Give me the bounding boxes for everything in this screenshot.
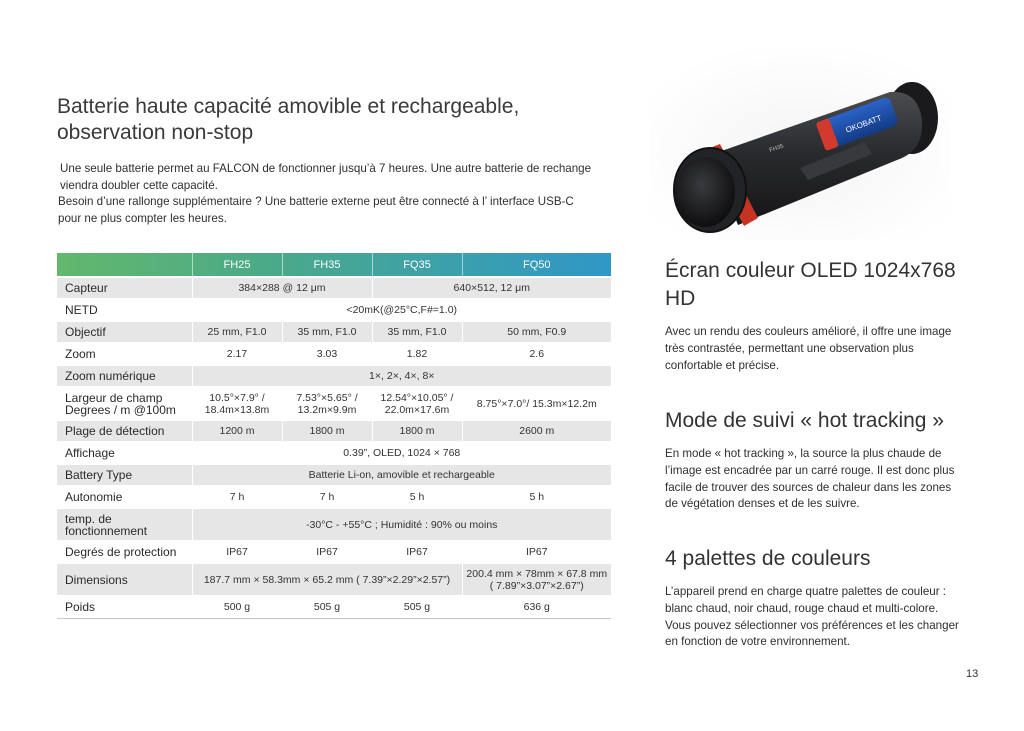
table-row-largeur-de-champ xyxy=(57,387,611,420)
page-heading: Batterie haute capacité amovible et rechargeable, observation non-stop xyxy=(57,95,520,144)
row-label: Largeur de champ Degrees / m @100m xyxy=(57,387,192,420)
section-body: L’appareil prend en charge quatre palettes de couleur : blanc chaud, noir chaud, rouge chaud et multi-colore. Vous pouvez sélectionner vos préférences et les changer en fonction de votre environnement. xyxy=(665,585,959,649)
table-row-affichage xyxy=(57,442,611,464)
table-row-capteur xyxy=(57,277,611,299)
table-cell: 1200 m xyxy=(192,420,282,442)
table-row-netd xyxy=(57,299,611,321)
table-row-plage-de-detection xyxy=(57,420,611,442)
table-cell: 2.6 xyxy=(462,343,611,365)
row-label: temp. de fonctionnement xyxy=(57,508,192,541)
row-label: Poids xyxy=(57,596,192,618)
table-cell: 2600 m xyxy=(462,420,611,442)
section-oled xyxy=(665,257,965,374)
table-row-protection xyxy=(57,541,611,563)
thermal-monocular-image xyxy=(650,50,950,240)
table-cell: 12.54°×10.05° / 22.0m×17.6m xyxy=(372,387,462,420)
table-cell: Batterie Li-on, amovible et rechargeable xyxy=(192,464,611,486)
table-row-objectif xyxy=(57,321,611,343)
table-row-autonomie xyxy=(57,486,611,508)
intro-paragraph-1: Une seule batterie permet au FALCON de fonctionner jusqu’à 7 heures. Une autre batterie de rechange viendra doubler cette capacité. xyxy=(60,162,592,192)
table-cell: 7 h xyxy=(282,486,372,508)
specs-header-fh25: FH25 xyxy=(192,253,282,277)
table-cell: IP67 xyxy=(192,541,282,563)
row-label: Battery Type xyxy=(57,464,192,486)
table-cell: 1.82 xyxy=(372,343,462,365)
device-model-text: FH35 xyxy=(768,143,785,154)
table-cell: 636 g xyxy=(462,596,611,618)
specs-header-fh35: FH35 xyxy=(282,253,372,277)
table-cell: 35 mm, F1.0 xyxy=(372,321,462,343)
table-row-poids xyxy=(57,596,611,618)
table-cell: 7.53°×5.65° / 13.2m×9.9m xyxy=(282,387,372,420)
product-photo xyxy=(650,50,950,240)
table-row-zoom xyxy=(57,343,611,365)
battery-brand-text: OKOBATT xyxy=(844,113,883,135)
section-body: Avec un rendu des couleurs amélioré, il offre une image très contrastée, permettant une observation plus confortable et précise. xyxy=(665,325,952,372)
row-label: Autonomie xyxy=(57,486,192,508)
table-cell: 50 mm, F0.9 xyxy=(462,321,611,343)
section-hot-tracking xyxy=(665,407,965,513)
table-cell: 7 h xyxy=(192,486,282,508)
table-cell: IP67 xyxy=(462,541,611,563)
specs-header-fq50: FQ50 xyxy=(462,253,611,277)
row-label: Dimensions xyxy=(57,563,192,596)
section-title: Mode de suivi « hot tracking » xyxy=(665,409,944,432)
row-label: Objectif xyxy=(57,321,192,343)
table-cell: 1×, 2×, 4×, 8× xyxy=(192,365,611,387)
table-cell: 505 g xyxy=(372,596,462,618)
specs-header-row xyxy=(57,253,611,277)
specs-header-fq35: FQ35 xyxy=(372,253,462,277)
table-cell: 0.39”, OLED, 1024 × 768 xyxy=(192,442,611,464)
section-palettes xyxy=(665,545,965,651)
table-cell: 5 h xyxy=(372,486,462,508)
table-cell: 5 h xyxy=(462,486,611,508)
table-row-temperature xyxy=(57,508,611,541)
table-cell: 640×512, 12 μm xyxy=(372,277,611,299)
table-cell: 1800 m xyxy=(282,420,372,442)
table-cell: 35 mm, F1.0 xyxy=(282,321,372,343)
table-cell: 3.03 xyxy=(282,343,372,365)
table-cell: 10.5°×7.9° / 18.4m×13.8m xyxy=(192,387,282,420)
row-label: Zoom xyxy=(57,343,192,365)
table-cell: 384×288 @ 12 μm xyxy=(192,277,372,299)
table-cell: 8.75°×7.0°/ 15.3m×12.2m xyxy=(462,387,611,420)
intro-paragraph-2: Besoin d’une rallonge supplémentaire ? Une batterie externe peut être connecté à l’ interface USB-C pour ne plus compter les heures. xyxy=(58,195,574,225)
table-cell: 25 mm, F1.0 xyxy=(192,321,282,343)
intro-text xyxy=(58,161,598,227)
table-cell: IP67 xyxy=(372,541,462,563)
row-label: Affichage xyxy=(57,442,192,464)
row-label: Zoom numérique xyxy=(57,365,192,387)
table-row-battery-type xyxy=(57,464,611,486)
table-row-dimensions xyxy=(57,563,611,596)
section-body: En mode « hot tracking », la source la plus chaude de l’image est encadrée par un carré rouge. Il est donc plus facile de trouver des sources de chaleur dans les zones de végétation denses et de les suivre. xyxy=(665,447,955,511)
section-title: Écran couleur OLED 1024x768 HD xyxy=(665,259,956,310)
specs-header-blank xyxy=(57,253,192,277)
row-label: NETD xyxy=(57,299,192,321)
table-cell: 1800 m xyxy=(372,420,462,442)
table-cell: 187.7 mm × 58.3mm × 65.2 mm ( 7.39”×2.29”×2.57”) xyxy=(192,563,462,596)
table-cell: 505 g xyxy=(282,596,372,618)
table-row-zoom-numerique xyxy=(57,365,611,387)
section-title: 4 palettes de couleurs xyxy=(665,547,871,570)
table-cell: 200.4 mm × 78mm × 67.8 mm ( 7.89”×3.07”×2.67”) xyxy=(462,563,611,596)
row-label: Capteur xyxy=(57,277,192,299)
table-cell: 500 g xyxy=(192,596,282,618)
table-cell: <20mK(@25°C,F#=1.0) xyxy=(192,299,611,321)
page-number: 13 xyxy=(966,668,979,680)
table-cell: 2.17 xyxy=(192,343,282,365)
row-label: Plage de détection xyxy=(57,420,192,442)
row-label: Degrés de protection xyxy=(57,541,192,563)
specs-table xyxy=(57,253,611,619)
table-cell: -30°C - +55°C ; Humidité : 90% ou moins xyxy=(192,508,611,541)
table-cell: IP67 xyxy=(282,541,372,563)
